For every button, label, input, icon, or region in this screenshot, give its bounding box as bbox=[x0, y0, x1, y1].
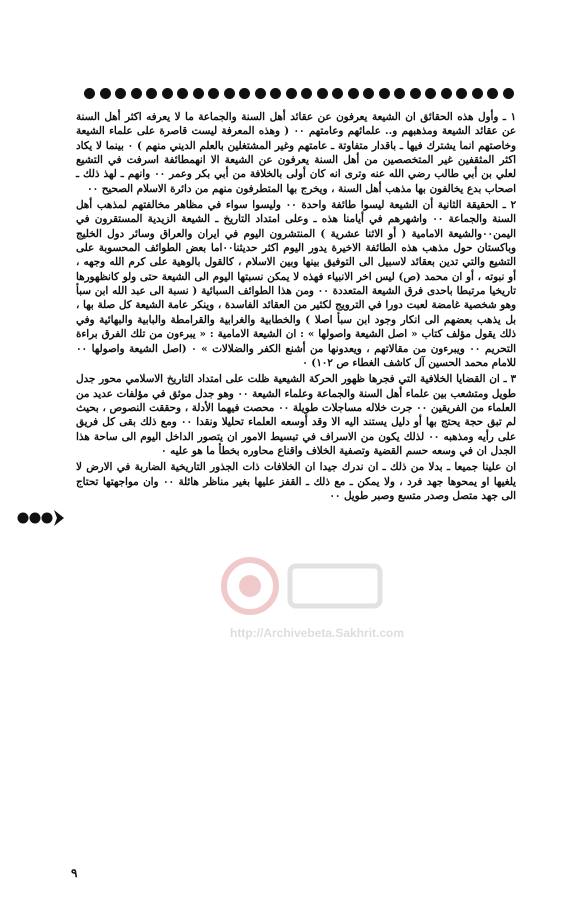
divider-dot-icon bbox=[224, 88, 235, 99]
divider-dot-icon bbox=[317, 88, 328, 99]
divider-dot-icon bbox=[84, 88, 95, 99]
divider-dot-icon bbox=[332, 88, 343, 99]
divider-dot-icon bbox=[100, 88, 111, 99]
divider-dot-icon bbox=[472, 88, 483, 99]
divider-dot-icon bbox=[286, 88, 297, 99]
paragraph-2: ٢ ـ الحقيقة الثانية أن الشيعة ليسوا طائفة واحدة ٠٠ وليسوا سواء في مظاهر مخالفتهم لمذهب أهل السنة والجماعة ٠٠ واشهرهم في أيامنا هذه ـ وعلى امتداد التاريخ ـ الشيعة الزيدية المستقرون في اليمن٠٠والشيعة الامامية ( أو الاثنا عشرية ) المنتشرون اليوم في ايران والعراق وسائر دول الخليج وباكستان حول مذهب هذه الطائفة الاخيرة يدور اليوم اكثر حديثنا٠٠اما بعض الطوائف المحسوبة على التشيع والتي تدين بعقائد لاسبيل الى التوفيق بينها وبين الاسلام ، كالقول بالوهية على كرم الله وجهه ، أو نبوته ، أو ان محمد (ص) ليس اخر الانبياء فهذه لا يمكن نسبتها اليوم الى الشيعة حتى ولو كانظهورها تاريخيا مرتبطا باحدى فرق الشيعة المتعددة ٠٠ ومن هذا الطوائف السبائية ( نسبة الى عبد الله ابن سبأ وهو شخصية غامضة لعبت دورا في الترويج لكثير من العقائد الفاسدة ، وينكر عامة الشيعة كل صلة بها ، بل يذهب بعضهم الى انكار وجود ابن سبأ اصلا ) والخطابية والغرابية والقرامطة والبابية والبهائية وفي ذلك يقول مؤلف كتاب « اصل الشيعة واصولها » : ان الشيعة الامامية : « يبرءون من تلك الفرق براءة التحريم ٠٠ ويبرءون من مقالاتهم ، ويعدونها من أشنع الكفر والضلالات » ٠ (اصل الشيعة واصولها ٠٠ للامام محمد الحسين آل كاشف الغطاء ص ١٠٢) ٠ bbox=[76, 199, 517, 369]
divider-dot-icon bbox=[255, 88, 266, 99]
divider-dot-icon bbox=[162, 88, 173, 99]
archive-watermark bbox=[190, 552, 420, 642]
decorative-dot-divider bbox=[84, 86, 514, 100]
watermark-logo-icon bbox=[190, 552, 420, 622]
divider-dot-icon bbox=[193, 88, 204, 99]
divider-dot-icon bbox=[208, 88, 219, 99]
divider-dot-icon bbox=[177, 88, 188, 99]
page-number: ٩ bbox=[71, 866, 78, 880]
paragraph-3: ٣ ـ ان القضايا الخلافية التي فجرها ظهور الحركة الشيعية ظلت على امتداد التاريخ الاسلامي محور جدل طويل ومتشعب بين علماء أهل السنة والجماعة وعلماء الشيعة ٠٠ وهو جدل موثق في مؤلفات عديد من العلماء من الفريقين ٠٠ جرت خلاله مساجلات طويلة ٠٠ محصت فيهما الأدلة ، وحققت النصوص ، بحيث لم تبق حجة يحتج بها أو دليل يستند اليه الا وقد أوسعه العلماء تحليلا ونقدا ٠٠ ومع ذلك بقى كل فريق على رأيه ومذهبه ٠٠ لذلك يكون من الاسراف في تبسيط الامور ان يتصور الداخل اليوم الى ساحة هذا الجدل ان في وسعه حسم القضية وتصفية الخلاف واقناع محاوره بخطأ ما هو عليه ٠ bbox=[76, 373, 517, 457]
divider-dot-icon bbox=[441, 88, 452, 99]
divider-dot-icon bbox=[270, 88, 281, 99]
divider-dot-icon bbox=[115, 88, 126, 99]
divider-dot-icon bbox=[394, 88, 405, 99]
divider-dot-icon bbox=[425, 88, 436, 99]
watermark-url: http://Archivebeta.Sakhrit.com bbox=[230, 626, 405, 640]
divider-dot-icon bbox=[363, 88, 374, 99]
article-body bbox=[76, 110, 516, 503]
divider-dot-icon bbox=[456, 88, 467, 99]
divider-dot-icon bbox=[379, 88, 390, 99]
divider-dot-icon bbox=[410, 88, 421, 99]
divider-dot-icon bbox=[503, 88, 514, 99]
divider-dot-icon bbox=[348, 88, 359, 99]
paragraph-1: ١ ـ وأول هذه الحقائق ان الشيعة يعرفون عن عقائد أهل السنة والجماعة ما لا يعرفه اكثر أهل السنة عن عقائد الشيعة ومذهبهم و.. علمائهم وعامتهم ٠٠ ( وهذه المعرفة ليست قاصرة على علماء الشيعة وخاصتهم انما يشترك فيها ـ باقدار متفاوتة ـ عامتهم وغير المشتغلين بالعلم الديني منهم ) ٠ بينما لا يكاد اكثر المثقفين غير المتخصصين من أهل السنة يعرفون عن الشيعة الا انهمطائفة اسرفت في التشيع لعلي بن أبي طالب رضي الله عنه وترى انه كان أولى بالخلافة من أبي بكر وعمر ٠٠ وانهم ـ لهذ ذلك ـ اصحاب بدع يخالفون بها مذهب أهل السنة ، ويخرج بها المتطرفون منهم من دائرة الاسلام الصحيح ٠٠ bbox=[76, 111, 516, 195]
divider-dot-icon bbox=[146, 88, 157, 99]
divider-dot-icon bbox=[487, 88, 498, 99]
paragraph-4: ان علينا جميعا ـ بدلا من ذلك ـ ان ندرك جيدا ان الخلافات ذات الجذور التاريخية الضاربة في الارض لا يلغيها او يمحوها جهد فرد ، ولا يمكن ـ مع ذلك ـ القفز عليها بغير مناظر هائلة ٠٠ وان مواجهتها تحتاج الى جهد متصل وصدر متسع وصبر طويل ٠٠ bbox=[76, 461, 516, 502]
side-marker-icon bbox=[16, 508, 66, 528]
divider-dot-icon bbox=[239, 88, 250, 99]
divider-dot-icon bbox=[301, 88, 312, 99]
divider-dot-icon bbox=[131, 88, 142, 99]
